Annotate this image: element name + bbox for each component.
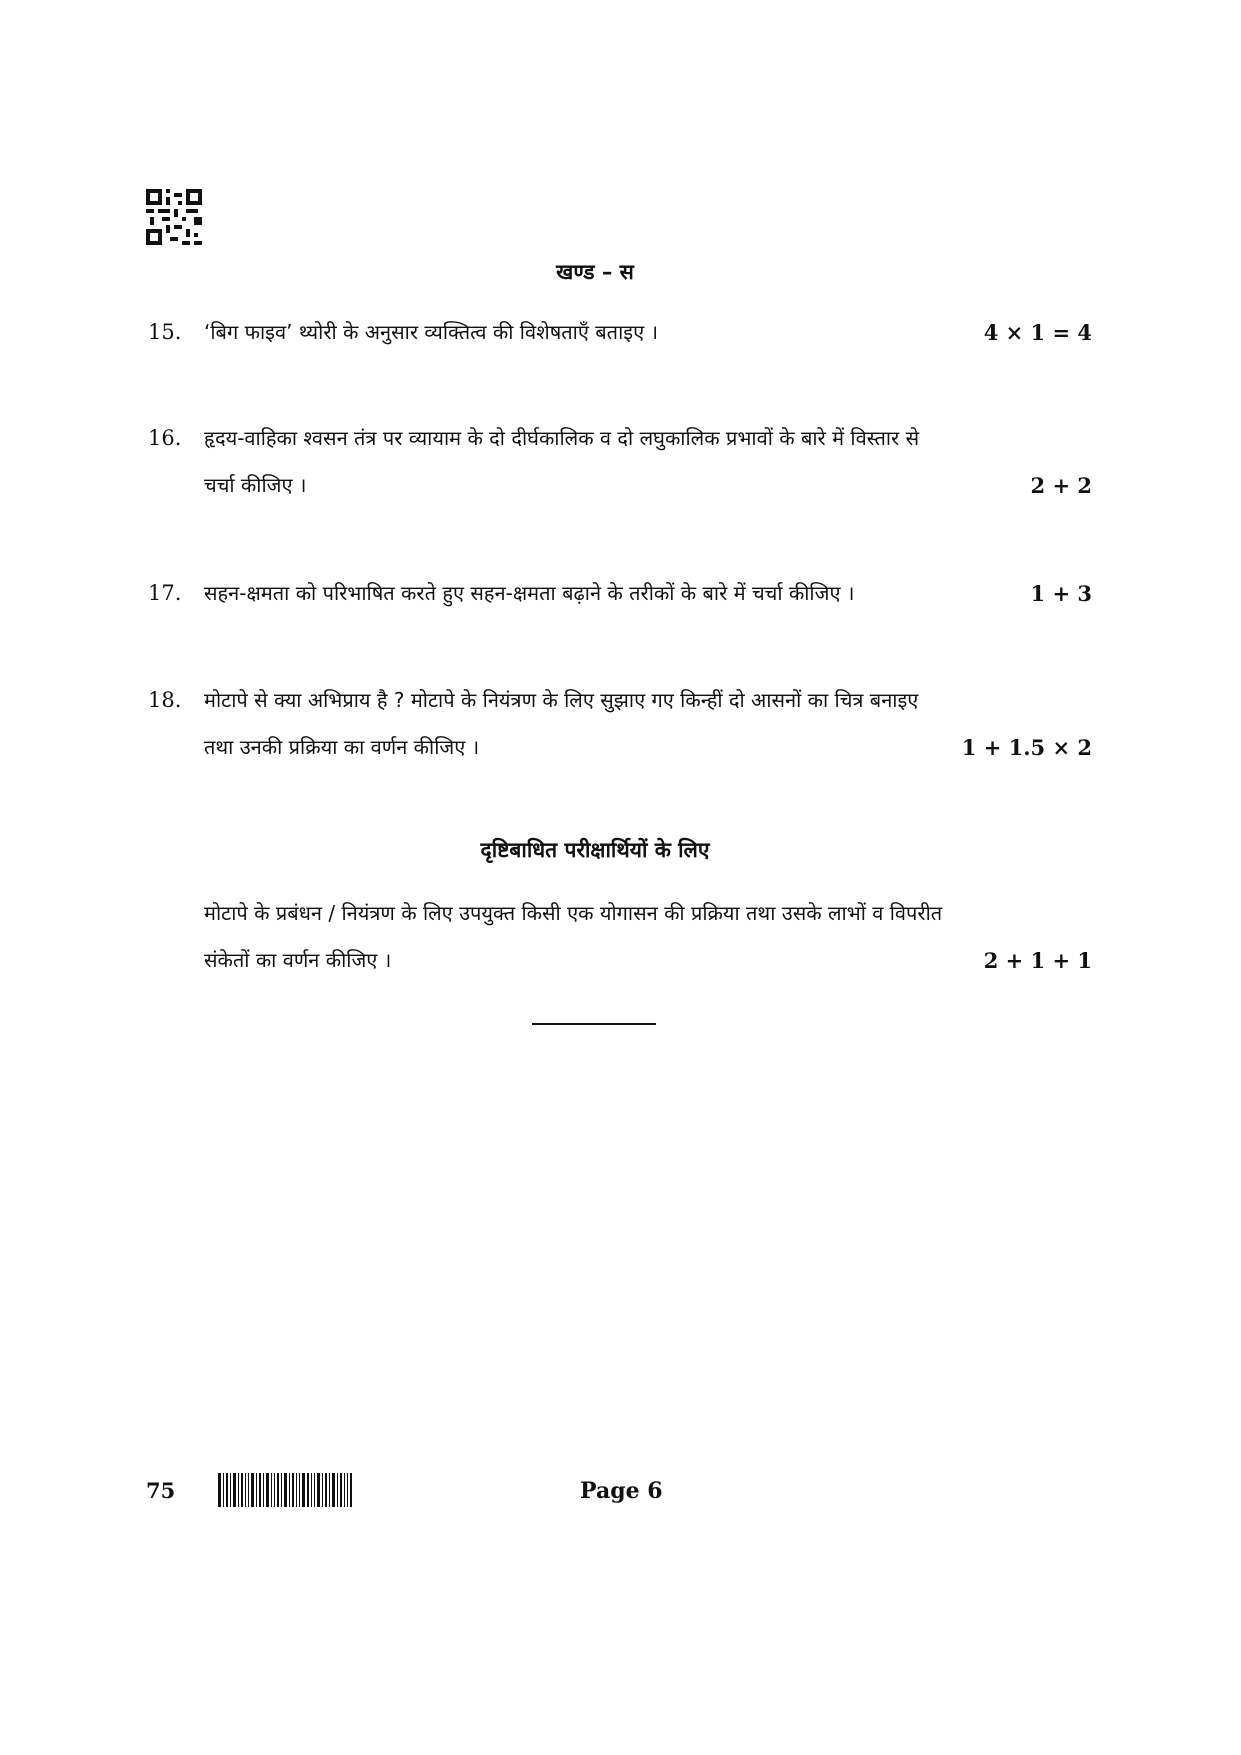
question-marks: 1 + 1.5 × 2 — [961, 735, 1092, 760]
question-text — [204, 677, 944, 771]
question-marks: 1 + 3 — [1030, 581, 1092, 606]
question-text — [204, 570, 944, 617]
section-title: खण्ड – स — [556, 260, 634, 284]
end-divider — [532, 1023, 656, 1025]
qr-code-icon — [146, 189, 202, 245]
visually-impaired-question — [204, 890, 1092, 984]
question-text — [204, 309, 944, 356]
visually-impaired-title: दृष्टिबाधित परीक्षार्थियों के लिए — [480, 838, 710, 862]
question-marks: 2 + 1 + 1 — [983, 948, 1092, 973]
question-marks: 4 × 1 = 4 — [983, 320, 1092, 345]
question-line: हृदय-वाहिका श्वसन तंत्र पर व्यायाम के दो दीर्घकालिक व दो लघुकालिक प्रभावों के बारे में विस्तार से — [204, 426, 920, 450]
page-number: Page 6 — [580, 1478, 663, 1504]
question-line: ‘बिग फाइव’ थ्योरी के अनुसार व्यक्तित्व की विशेषताएँ बताइए । — [204, 320, 659, 344]
question-line: तथा उनकी प्रक्रिया का वर्णन कीजिए । — [204, 735, 480, 759]
question-text — [204, 415, 944, 509]
question-marks: 2 + 2 — [1030, 473, 1092, 498]
question-line: मोटापे के प्रबंधन / नियंत्रण के लिए उपयुक्त किसी एक योगासन की प्रक्रिया तथा उसके लाभों व विपरीत — [204, 901, 943, 925]
question-number: 15. — [148, 320, 182, 344]
question-line: चर्चा कीजिए । — [204, 473, 307, 497]
question-number: 16. — [148, 426, 182, 450]
question-line: सहन-क्षमता को परिभाषित करते हुए सहन-क्षमता बढ़ाने के तरीकों के बारे में चर्चा कीजिए । — [204, 581, 855, 605]
question-line: मोटापे से क्या अभिप्राय है ? मोटापे के नियंत्रण के लिए सुझाए गए किन्हीं दो आसनों का चित्र बनाइए — [204, 688, 919, 712]
question-number: 18. — [148, 688, 182, 712]
barcode-icon — [218, 1473, 352, 1507]
paper-code: 75 — [146, 1478, 176, 1503]
question-number: 17. — [148, 581, 182, 605]
question-line: संकेतों का वर्णन कीजिए । — [204, 948, 392, 972]
